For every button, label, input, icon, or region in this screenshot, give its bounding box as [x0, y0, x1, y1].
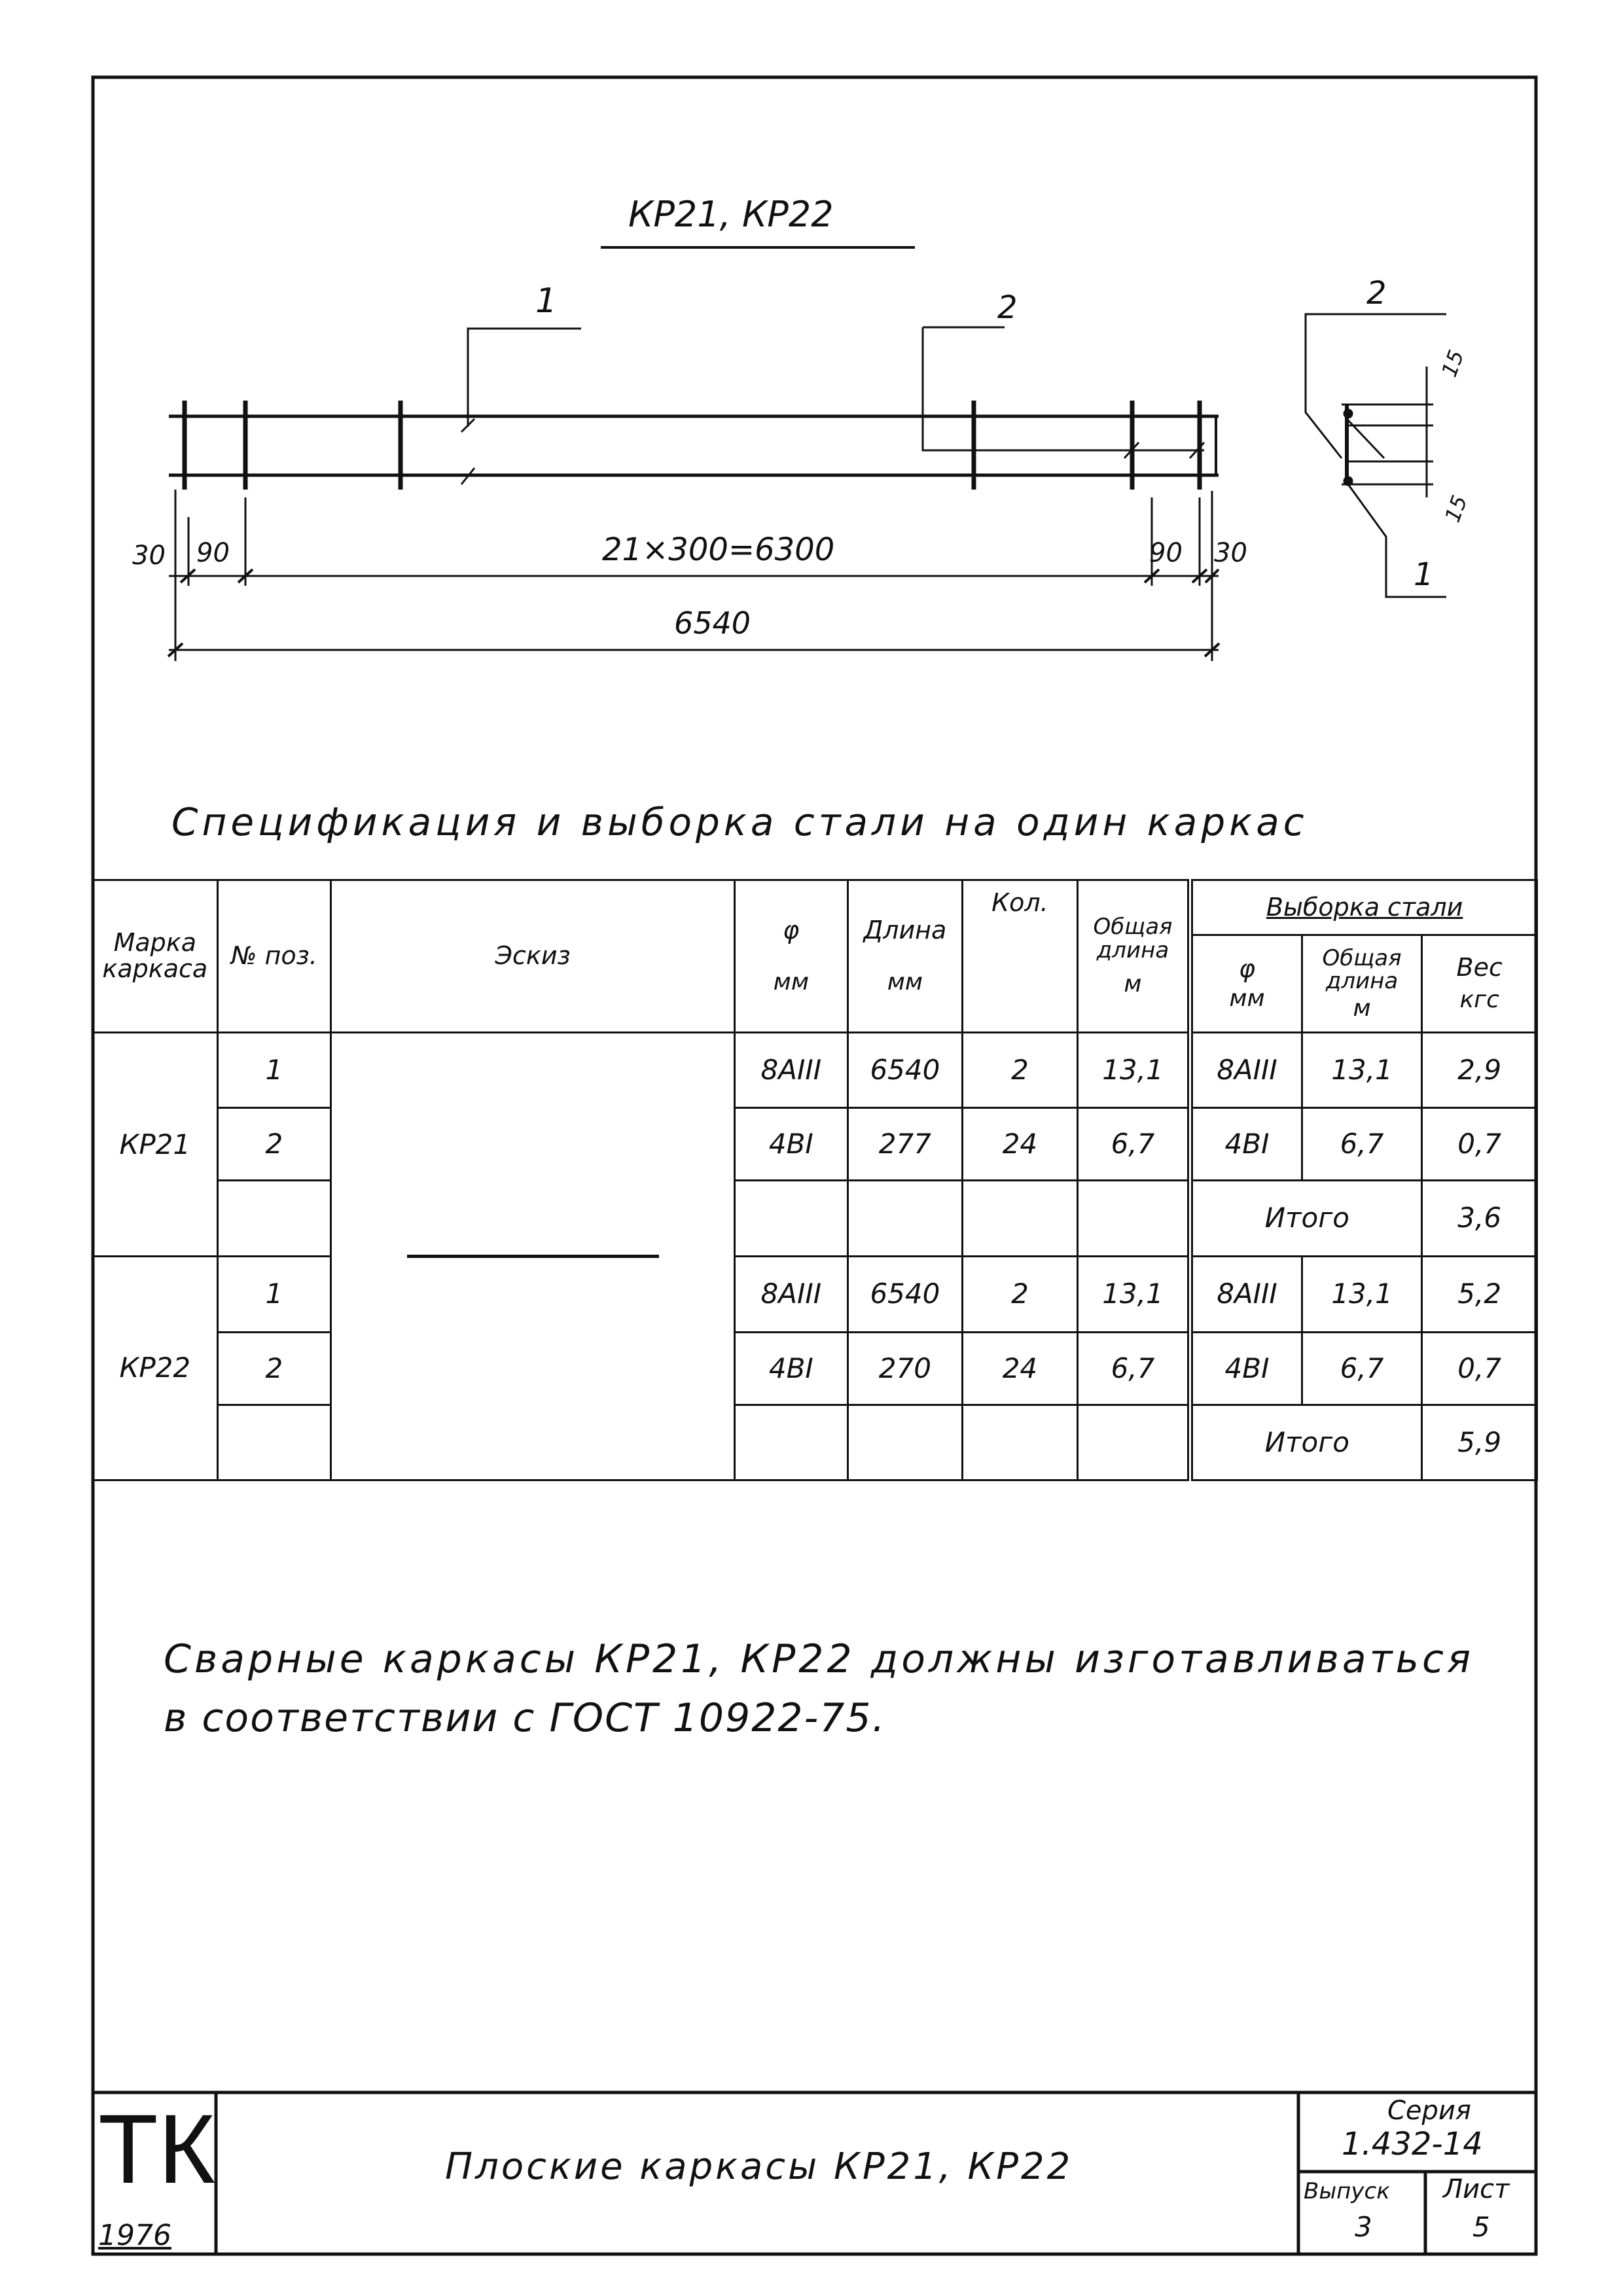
cell-length: 6540 [847, 1033, 963, 1108]
titleblock-name: Плоские каркасы КР21, КР22 [445, 2145, 1073, 2188]
dim-middle: 21×300=6300 [602, 531, 835, 568]
drawing-title: КР21, КР22 [628, 194, 834, 235]
section-callout-1: 1 [1414, 556, 1434, 593]
cell-qty: 2 [963, 1033, 1078, 1108]
hdr-length-unit: мм [887, 969, 923, 996]
cell-qty: 24 [963, 1108, 1078, 1181]
hdr-sel-dia [1190, 935, 1302, 1033]
cell-sel-dia: 4ВI [1190, 1333, 1302, 1405]
cell-empty [963, 1405, 1078, 1480]
titleblock-year: 1976 [98, 2219, 171, 2252]
series-label: Серия [1387, 2096, 1471, 2126]
issue-label: Выпуск [1304, 2178, 1390, 2204]
cell-empty [847, 1180, 963, 1256]
leader-1 [468, 329, 581, 427]
cell-weight: 5,2 [1422, 1257, 1537, 1333]
cell-qty: 24 [963, 1333, 1078, 1405]
cell-pos: 2 [217, 1333, 331, 1405]
cell-marka: КР21 [93, 1033, 218, 1257]
hdr-sel-weight-unit: кгс [1459, 986, 1499, 1014]
table-row [93, 1405, 1537, 1480]
cell-sel-dia: 8АIII [1190, 1257, 1302, 1333]
hdr-marka: Марка каркаса [93, 880, 218, 1033]
cell-length: 277 [847, 1108, 963, 1181]
table-row [93, 1180, 1537, 1256]
dim-left-90: 90 [196, 538, 230, 568]
cell-weight: 2,9 [1422, 1033, 1537, 1108]
cell-weight: 0,7 [1422, 1108, 1537, 1181]
section-view [1306, 314, 1446, 597]
cell-length: 6540 [847, 1257, 963, 1333]
cell-sel-dia: 8АIII [1190, 1033, 1302, 1108]
section-rod-dot [1344, 409, 1353, 418]
cell-sel-total: 13,1 [1302, 1257, 1422, 1333]
dim-right-90: 90 [1149, 538, 1183, 568]
cell-empty [1077, 1405, 1190, 1480]
hdr-length [847, 880, 963, 1033]
callout-2: 2 [997, 289, 1018, 326]
cell-total-weight: 3,6 [1422, 1180, 1537, 1256]
cell-sel-total: 6,7 [1302, 1333, 1422, 1405]
cell-empty [963, 1180, 1078, 1256]
cell-dia: 8АIII [735, 1033, 848, 1108]
cell-pos-empty [217, 1405, 331, 1480]
cell-sketch [331, 1033, 735, 1480]
section-dim-top: 15 [1436, 346, 1469, 380]
cell-pos: 2 [217, 1108, 331, 1181]
cell-marka: КР22 [93, 1257, 218, 1480]
callout-1: 1 [535, 281, 558, 321]
cell-total-len: 6,7 [1077, 1108, 1190, 1181]
cell-weight: 0,7 [1422, 1333, 1537, 1405]
cage-elevation [169, 327, 1219, 490]
hdr-sel-total-unit: м [1353, 994, 1371, 1022]
table-row [93, 1257, 1537, 1333]
cell-total-len: 13,1 [1077, 1033, 1190, 1108]
sheet-value: 5 [1472, 2211, 1490, 2243]
table-row [93, 1033, 1537, 1108]
cell-qty: 2 [963, 1257, 1078, 1333]
cell-sel-dia: 4ВI [1190, 1108, 1302, 1181]
dim-total: 6540 [674, 605, 751, 641]
hdr-sketch: Эскиз [331, 880, 735, 1033]
section-rod-dot [1344, 476, 1353, 486]
hdr-dia-unit: мм [773, 969, 809, 996]
hdr-dia [735, 880, 848, 1033]
cell-pos: 1 [217, 1033, 331, 1108]
cell-dia: 4ВI [735, 1333, 848, 1405]
section-callout-2: 2 [1366, 275, 1387, 312]
cell-pos: 1 [217, 1257, 331, 1333]
issue-value: 3 [1355, 2211, 1372, 2243]
cell-empty [735, 1405, 848, 1480]
hdr-sel-dia-label: φ [1238, 954, 1256, 984]
hdr-total-len-label: Общая длина [1093, 914, 1173, 964]
cell-total-len: 6,7 [1077, 1333, 1190, 1405]
hdr-qty: Кол. [963, 880, 1078, 1033]
hdr-sel-total [1302, 935, 1422, 1033]
cell-empty [847, 1405, 963, 1480]
cell-pos-empty [217, 1180, 331, 1256]
cell-length: 270 [847, 1333, 963, 1405]
hdr-selection: Выборка стали [1190, 880, 1537, 935]
cell-empty [1077, 1180, 1190, 1256]
cell-dia: 8АIII [735, 1257, 848, 1333]
section-dim-bottom: 15 [1440, 492, 1472, 526]
leader-2 [923, 327, 1204, 450]
hdr-pos: № поз. [217, 880, 331, 1033]
sheet-label: Лист [1443, 2174, 1510, 2204]
hdr-sel-weight-label: Вес [1456, 953, 1503, 982]
cell-sel-total: 6,7 [1302, 1108, 1422, 1181]
series-value: 1.432-14 [1342, 2126, 1483, 2162]
dim-right-30: 30 [1214, 538, 1247, 568]
cell-dia: 4ВI [735, 1108, 848, 1181]
note-line-1: Сварные каркасы КР21, КР22 должны изготавливаться [164, 1636, 1474, 1682]
table-header-row [93, 880, 1537, 935]
hdr-dia-label: φ [783, 916, 800, 945]
hdr-sel-total-label: Общая длина [1322, 944, 1402, 995]
cell-total-weight: 5,9 [1422, 1405, 1537, 1480]
hdr-length-label: Длина [863, 916, 947, 945]
hdr-sel-weight [1422, 935, 1537, 1033]
logo-tk: ТК [98, 2094, 216, 2204]
cell-total-label: Итого [1190, 1180, 1422, 1256]
spec-table [92, 879, 1538, 1481]
hdr-total-len-unit: м [1124, 970, 1142, 997]
hdr-total-len [1077, 880, 1190, 1033]
cell-total-label: Итого [1190, 1405, 1422, 1480]
cell-total-len: 13,1 [1077, 1257, 1190, 1333]
cell-sel-total: 13,1 [1302, 1033, 1422, 1108]
spec-caption: Спецификация и выборка стали на один каркас [171, 800, 1308, 844]
dim-left-30: 30 [132, 541, 166, 571]
note-line-2: в соответствии с ГОСТ 10922-75. [164, 1695, 886, 1741]
cell-empty [735, 1180, 848, 1256]
table-row [93, 1333, 1537, 1405]
hdr-sel-dia-unit: мм [1229, 985, 1265, 1013]
sketch-bar [407, 1255, 659, 1258]
table-row [93, 1108, 1537, 1181]
